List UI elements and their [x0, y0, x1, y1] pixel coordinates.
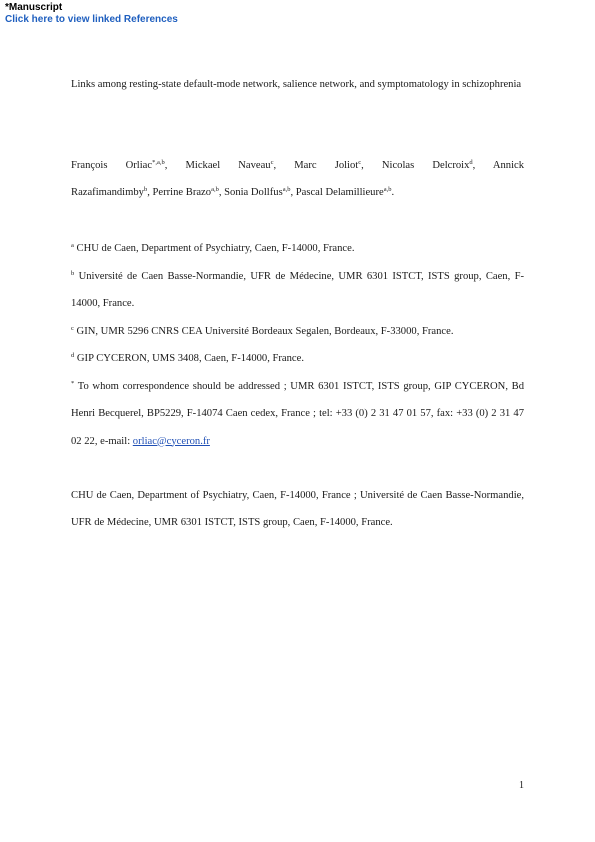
- manuscript-label: *Manuscript: [5, 2, 63, 13]
- author-affil-sup: d: [469, 159, 473, 166]
- author-affil-sup: a,b: [282, 186, 291, 193]
- author-affil-sup: c: [358, 159, 362, 166]
- affiliation-mark: a: [71, 242, 74, 249]
- author-name: Mickael Naveau: [185, 160, 271, 171]
- affiliation-mark: b: [71, 269, 75, 277]
- email-link[interactable]: orliac@cyceron.fr: [132, 435, 210, 447]
- author-name: Pascal Delamillieure: [295, 187, 384, 198]
- correspondence-note: [71, 373, 524, 456]
- page-number: 1: [519, 780, 524, 791]
- author-affil-sup: *,a,b: [152, 159, 165, 166]
- affiliation-item: [71, 345, 524, 373]
- affiliation-item: [71, 263, 524, 318]
- affiliation-item: [71, 318, 524, 346]
- author-affil-sup: a,b: [383, 186, 392, 193]
- author-name: Marc Joliot: [294, 160, 359, 171]
- author-name: Perrine Brazo: [152, 187, 212, 198]
- correspondence-text: To whom correspondence should be addressed ; UMR 6301 ISTCT, ISTS group, GIP CYCERON, Bd Henri Becquerel, BP5229, F-14074 Caen cedex, France ; tel: +33 (0) 2 31 47 01 57, fax: +33 (0) 2 31 47 02 22, e-mail:: [71, 380, 525, 447]
- affiliation-text: GIP CYCERON, UMS 3408, Caen, F-14000, France.: [76, 353, 304, 364]
- manuscript-stamp: [5, 2, 178, 26]
- affiliation-text: Université de Caen Basse-Normandie, UFR de Médecine, UMR 6301 ISTCT, ISTS group, Caen, F-14000, France.: [71, 270, 524, 309]
- author-name: François Orliac: [71, 160, 153, 171]
- author-list: [71, 152, 524, 206]
- linked-references-link[interactable]: Click here to view linked References: [5, 14, 178, 25]
- author-name: Nicolas Delcroix: [381, 160, 470, 171]
- correspondence-mark: *: [71, 379, 75, 387]
- postal-address: CHU de Caen, Department of Psychiatry, Caen, F-14000, France ; Université de Caen Basse-Normandie, UFR de Médecine, UMR 6301 ISTCT, ISTS group, Caen, F-14000, France.: [71, 490, 524, 528]
- author-affil-sup: c: [270, 159, 274, 166]
- author-affil-sup: b: [143, 186, 148, 193]
- affiliation-item: [71, 235, 524, 263]
- author-name-first: Annick: [492, 160, 525, 171]
- author-line-1: François Orliac$^{*,a,b}$, Mickael Naveau$^c$, Marc Joliot$^c$, Nicolas Delcroix$^d$, Annick: [71, 159, 525, 171]
- paper-title: Links among resting-state default-mode network, salience network, and symptomatology in schizophrenia: [71, 79, 522, 90]
- affiliation-mark: d: [71, 352, 75, 359]
- author-line-2: Razafimandimby$^b$, Perrine Brazo$^{a,b}$, Sonia Dollfus$^{a,b}$, Pascal Delamillieure$^{a,b}$.: [71, 186, 395, 198]
- author-name-rest: Razafimandimby: [71, 187, 144, 198]
- affiliation-mark: c: [71, 324, 74, 332]
- affiliation-text: GIN, UMR 5296 CNRS CEA Université Bordeaux Segalen, Bordeaux, F-33000, France.: [76, 325, 454, 337]
- affiliation-list: [71, 235, 524, 455]
- author-affil-sup: a,b: [211, 186, 219, 193]
- affiliation-text: CHU de Caen, Department of Psychiatry, Caen, F-14000, France.: [76, 243, 355, 254]
- author-name: Sonia Dollfus: [224, 187, 283, 198]
